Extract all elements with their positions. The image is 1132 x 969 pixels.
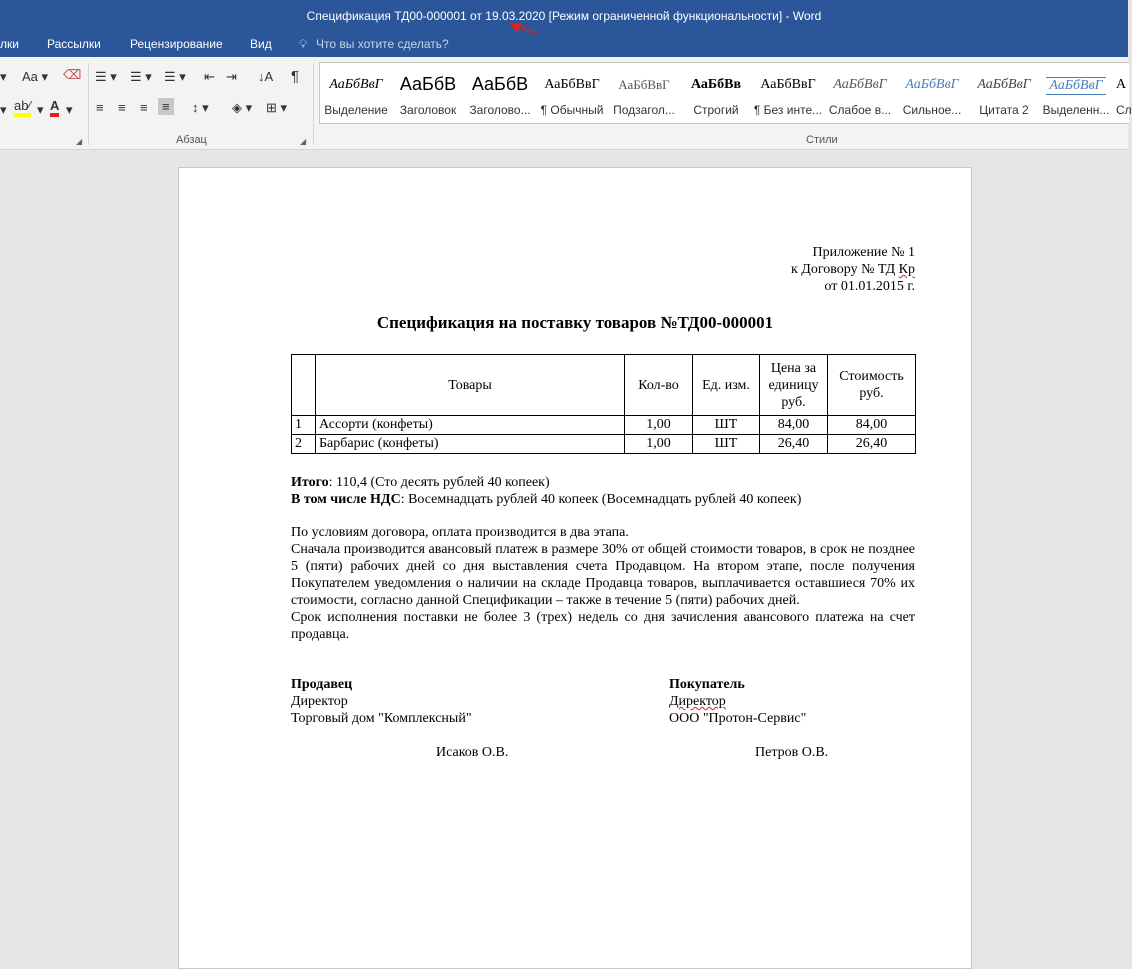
show-formatting-icon[interactable]: ¶ (291, 68, 300, 85)
cell-cost: 84,00 (828, 416, 916, 435)
cell-index: 1 (292, 416, 316, 435)
document-title: Спецификация на поставку товаров №ТД00-000001 (376, 313, 774, 332)
style-item-intense-emphasis[interactable] (896, 63, 968, 123)
header-cell-unit: Ед. изм. (693, 355, 760, 416)
group-separator (313, 63, 314, 145)
font-color-dropdown[interactable]: ▾ (66, 102, 73, 117)
align-right-icon[interactable]: ≡ (140, 100, 148, 115)
borders-icon[interactable]: ⊞ ▾ (266, 100, 288, 115)
styles-gallery (319, 62, 1132, 124)
tab-references[interactable]: лки (0, 37, 19, 51)
table-row (292, 416, 916, 435)
cell-cost: 26,40 (828, 435, 916, 454)
style-name: ¶ Без инте... (753, 103, 823, 117)
buyer-block (669, 676, 806, 727)
total-label: Итого (291, 475, 329, 490)
table-header-row (292, 355, 916, 416)
cell-price: 26,40 (760, 435, 828, 454)
style-name: ¶ Обычный (540, 103, 604, 117)
table-row (292, 435, 916, 454)
style-sample: АаБбВ (399, 74, 457, 94)
header-cell-goods: Товары (316, 355, 625, 416)
style-sample: АаБбВвГ (1046, 77, 1106, 95)
vat-line (291, 491, 915, 508)
style-item-heading[interactable] (392, 63, 464, 123)
highlight-dropdown[interactable]: ▾ (37, 102, 44, 117)
appendix-line-1: Приложение № 1 (812, 245, 915, 260)
highlight-color-icon[interactable]: ab⁄ (14, 99, 31, 117)
buyer-label: Покупатель (669, 677, 745, 692)
font-size-dropdown[interactable]: ▾ (0, 69, 7, 84)
terms-paragraph-3: Срок исполнения поставки не более 3 (трех) недель со дня зачисления авансового платежа на счет продавца. (291, 610, 915, 642)
style-item-strong[interactable] (680, 63, 752, 123)
buyer-position: Директор (669, 694, 726, 709)
cell-index: 2 (292, 435, 316, 454)
seller-label: Продавец (291, 677, 353, 692)
tab-review[interactable]: Рецензирование (130, 37, 223, 51)
style-name: Подзагол... (613, 103, 675, 117)
style-item-intense-quote[interactable] (1040, 63, 1112, 123)
cell-price: 84,00 (760, 416, 828, 435)
goods-table (291, 354, 916, 454)
increase-indent-icon[interactable]: ⇥ (226, 69, 237, 84)
line-spacing-icon[interactable]: ↕ ▾ (192, 100, 209, 115)
justify-icon[interactable]: ≡ (158, 98, 174, 115)
style-sample: АаБбВвГ (618, 77, 670, 92)
vat-value: : Восемнадцать рублей 40 копеек (Восемнадцать рублей 40 копеек) (400, 492, 802, 507)
style-sample: АаБбВвГ (760, 77, 816, 92)
appendix-line-2 (291, 261, 915, 278)
appendix-block (291, 244, 915, 295)
header-cell-index (292, 355, 316, 416)
style-sample: АаБбВвГ (833, 77, 887, 92)
totals-block (291, 474, 915, 508)
tab-mailings[interactable]: Рассылки (47, 37, 101, 51)
appendix-contract: к Договору № ТД (791, 262, 899, 277)
change-case-button[interactable]: Aa ▾ (22, 69, 49, 84)
tell-me-search[interactable]: Что вы хотите сделать? (316, 37, 449, 51)
appendix-contract-suffix: Кр (898, 262, 915, 277)
appendix-line-3: от 01.01.2015 г. (824, 279, 915, 294)
style-sample: АаБбВвГ (329, 77, 383, 92)
style-name: Сл (1116, 103, 1132, 117)
cell-unit: ШТ (693, 435, 760, 454)
sort-icon[interactable]: ↓A (258, 69, 274, 84)
header-cell-qty: Кол-во (625, 355, 693, 416)
seller-position: Директор (291, 694, 348, 709)
terms-paragraph-1: По условиям договора, оплата производится в два этапа. (291, 525, 629, 540)
styles-group-label: Стили (806, 134, 838, 146)
style-name: Выделенн... (1042, 103, 1110, 117)
tab-view[interactable]: Вид (250, 37, 272, 51)
group-separator (88, 63, 89, 145)
style-sample: АаБбВв (690, 77, 742, 92)
font-color-icon[interactable]: A (50, 99, 59, 117)
style-sample: А (1116, 77, 1127, 92)
style-name: Заголовок (399, 103, 457, 117)
style-item-partial[interactable] (1112, 63, 1132, 123)
style-item-no-spacing[interactable] (752, 63, 824, 123)
cell-goods: Ассорти (конфеты) (316, 416, 625, 435)
vat-label: В том числе НДС (291, 492, 401, 507)
decrease-indent-icon[interactable]: ⇤ (204, 69, 215, 84)
header-cell-price: Цена за единицу руб. (760, 355, 828, 416)
ribbon (0, 57, 1132, 150)
style-name: Заголово... (469, 103, 531, 117)
style-name: Сильное... (902, 103, 962, 117)
cell-qty: 1,00 (625, 435, 693, 454)
style-sample: АаБбВ (471, 74, 529, 94)
style-item-subtle-emphasis[interactable] (824, 63, 896, 123)
style-item-subtitle[interactable] (608, 63, 680, 123)
shading-icon[interactable]: ◈ ▾ (232, 100, 253, 115)
document-page[interactable] (178, 167, 972, 969)
clear-formatting-icon[interactable]: ⌫ (63, 67, 82, 82)
bullets-button[interactable]: ☰ ▾ (95, 69, 117, 84)
style-name: Слабое в... (828, 103, 892, 117)
terms-block (291, 524, 915, 643)
ribbon-tabs (0, 33, 1128, 57)
terms-paragraph-2: Сначала производится авансовый платеж в размере 30% от общей стоимости товаров, в срок не позднее 5 (пяти) рабочих дней со дня выставления счета Продавцом. На втором этапе, после получения Покупателем уведомления о наличии на складе Продавца товаров, выплачивается оставшиеся 70% их стоимости, согласно данной Спецификации – также в течение 5 (пяти) рабочих дней. (291, 542, 915, 608)
window-title: Спецификация ТД00-000001 от 19.03.2020 [Режим ограниченной функциональности] - Word (306, 9, 822, 23)
header-cell-cost: Стоимость руб. (828, 355, 916, 416)
total-value: : 110,4 (Сто десять рублей 40 копеек) (328, 475, 550, 490)
align-center-icon[interactable]: ≡ (118, 100, 126, 115)
seller-company: Торговый дом "Комплексный" (291, 711, 472, 726)
font-dialog-launcher-icon[interactable]: ◢ (76, 137, 83, 146)
total-line (291, 474, 915, 491)
style-sample: АаБбВвГ (905, 77, 959, 92)
multilevel-list-button[interactable]: ☰ ▾ (164, 69, 186, 84)
style-name: Строгий (693, 103, 739, 117)
paragraph-group-label: Абзац (176, 134, 207, 146)
style-sample: АаБбВвГ (977, 77, 1031, 92)
align-left-icon[interactable]: ≡ (96, 100, 104, 115)
style-item-normal[interactable] (536, 63, 608, 123)
style-item-quote-2[interactable] (968, 63, 1040, 123)
style-item-heading-2[interactable] (464, 63, 536, 123)
style-item-emphasis[interactable] (320, 63, 392, 123)
text-effects-dropdown[interactable]: ▾ (0, 102, 7, 117)
buyer-signer: Петров О.В. (755, 745, 829, 760)
numbering-button[interactable]: ☰ ▾ (130, 69, 152, 84)
style-sample: АаБбВвГ (544, 77, 600, 92)
paragraph-dialog-launcher-icon[interactable]: ◢ (300, 137, 307, 146)
cell-goods: Барбарис (конфеты) (316, 435, 625, 454)
seller-block (291, 676, 472, 727)
style-name: Выделение (324, 103, 388, 117)
seller-signer: Исаков О.В. (436, 745, 509, 760)
cell-qty: 1,00 (625, 416, 693, 435)
cell-unit: ШТ (693, 416, 760, 435)
lightbulb-icon: 💡︎ (299, 37, 308, 51)
style-name: Цитата 2 (979, 103, 1029, 117)
buyer-company: ООО "Протон-Сервис" (669, 711, 807, 726)
